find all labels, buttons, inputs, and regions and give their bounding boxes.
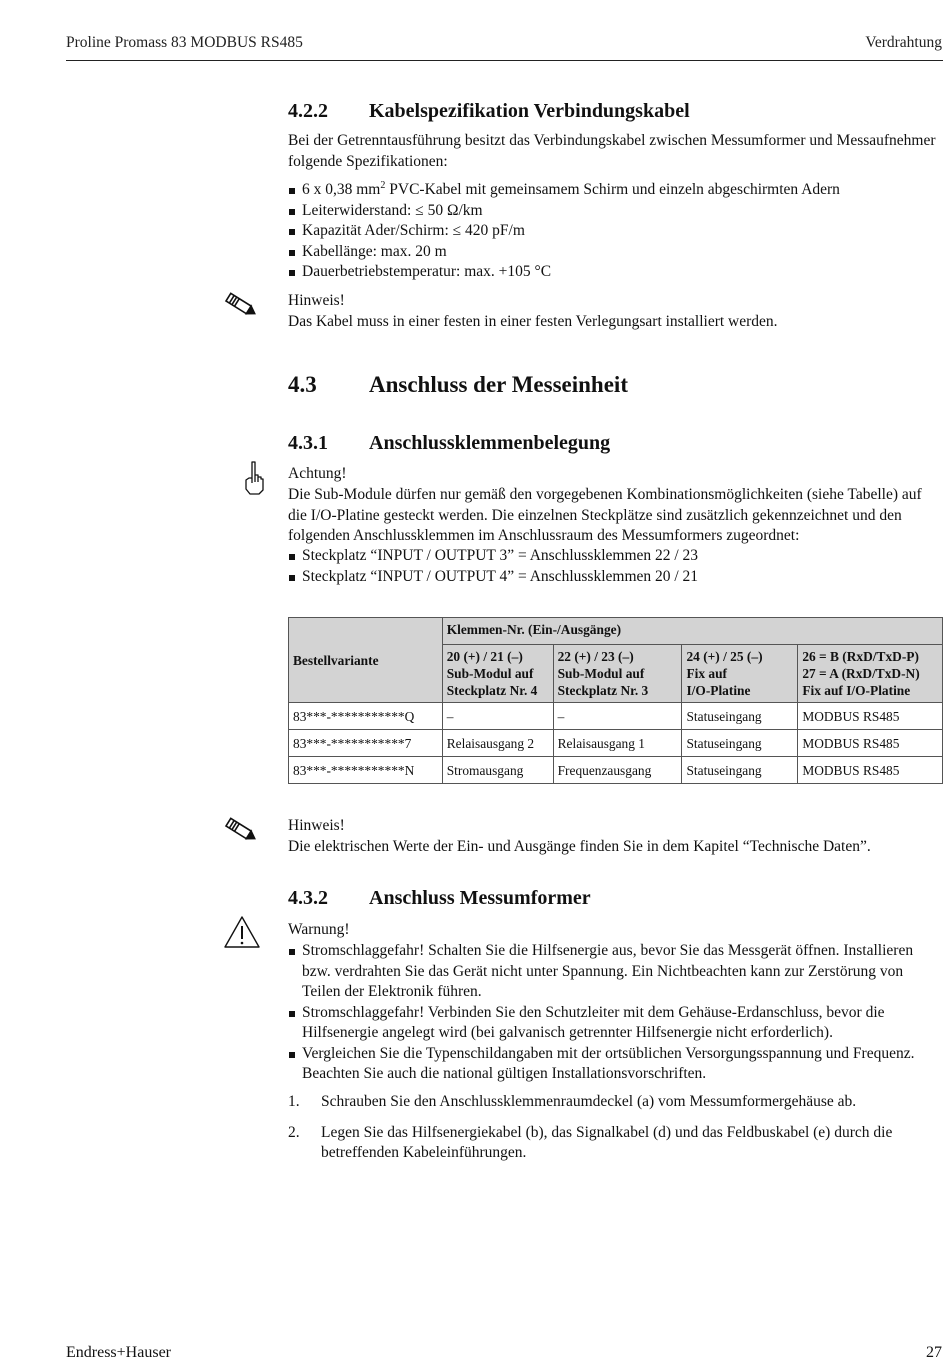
section-heading-4-3-2 [288, 885, 944, 911]
table-cell: Frequenzausgang [553, 757, 682, 784]
section-title: Kabelspezifikation Verbindungskabel [369, 100, 690, 122]
table-cell: Statuseingang [682, 730, 798, 757]
list-item: Kabellänge: max. 20 m [288, 242, 944, 263]
table-cell: MODBUS RS485 [798, 703, 943, 730]
section-heading-4-2-2 [288, 98, 944, 124]
pointing-hand-icon [243, 460, 265, 496]
intro-paragraph: Bei der Getrenntausführung besitzt das Verbindungskabel zwischen Messumformer und Messaufnehmer folgende Spezifikationen: [288, 132, 936, 170]
terminal-assignment-table [288, 617, 943, 784]
note-text: Das Kabel muss in einer festen in einer festen Verlegungsart installiert werden. [288, 313, 778, 330]
page-number: 27 [926, 1344, 942, 1361]
header-cell: 26 = B (RxD/TxD-P) 27 = A (RxD/TxD-N) Fix auf I/O-Platine [798, 645, 943, 703]
list-item: 6 x 0,38 $mm^2$ PVC-Kabel mit gemeinsamem Schirm und einzeln abgeschirmten Adern [288, 180, 944, 201]
section-heading-4-3 [288, 371, 944, 399]
table-header-row [289, 618, 943, 645]
list-item: 2. Legen Sie das Hilfsenergiekabel (b), das Signalkabel (d) und das Feldbuskabel (e) durch die betreffenden Kabeleinführungen. [288, 1123, 893, 1161]
cable-spec-list [288, 180, 944, 283]
table-cell: 83***-***********7 [289, 730, 443, 757]
table-cell: MODBUS RS485 [798, 730, 943, 757]
section-number: 4.3 [288, 372, 317, 397]
header-cell: 20 (+) / 21 (–) Sub-Modul auf Steckplatz Nr. 4 [442, 645, 553, 703]
list-item: Kapazität Ader/Schirm: ≤ 420 pF/m [288, 221, 944, 242]
footer-brand: Endress+Hauser [66, 1344, 171, 1361]
table-cell: – [442, 703, 553, 730]
caution-text: Die Sub-Module dürfen nur gemäß den vorgegebenen Kombinationsmöglichkeiten (siehe Tabelle) auf die I/O-Platine gesteckt werden. Die einzelnen Steckplätze sind zusätzlich gekennzeichnet und den folgenden Anschlussklemmen im Anschlussraum des Messumformers zugeordnet: [288, 486, 922, 544]
running-header-right: Verdrahtung [865, 34, 942, 51]
table-row [289, 730, 943, 757]
table-cell: 83***-***********N [289, 757, 443, 784]
section-number: 4.2.2 [288, 100, 328, 122]
header-cell: Bestellvariante [289, 618, 443, 703]
list-item: 1. Schrauben Sie den Anschlussklemmenraumdeckel (a) vom Messumformergehäuse ab. [288, 1093, 857, 1110]
list-item: Leiterwiderstand: ≤ 50 Ω/km [288, 201, 944, 222]
table-row [289, 703, 943, 730]
table-cell: MODBUS RS485 [798, 757, 943, 784]
table-cell: Relaisausgang 1 [553, 730, 682, 757]
running-header-left: Proline Promass 83 MODBUS RS485 [66, 34, 303, 51]
section-number: 4.3.2 [288, 887, 328, 909]
note-title: Hinweis! [288, 292, 345, 309]
warning-triangle-icon [223, 915, 261, 949]
note-title: Hinweis! [288, 817, 345, 834]
caution-title: Achtung! [288, 465, 347, 482]
list-item: Vergleichen Sie die Typenschildangaben mit der ortsüblichen Versorgungsspannung und Frequenz. Beachten Sie auch die national gültigen Installationsvorschriften. [288, 1044, 944, 1085]
header-cell: 24 (+) / 25 (–) Fix auf I/O-Platine [682, 645, 798, 703]
list-item: Stromschlaggefahr! Verbinden Sie den Schutzleiter mit dem Gehäuse-Erdanschluss, bevor die Hilfsenergie angelegt wird (bei galvanisch getrennter Hilfsenergie nicht erforderlich). [288, 1003, 944, 1044]
header-cell: Klemmen-Nr. (Ein-/Ausgänge) [442, 618, 942, 645]
list-item: Dauerbetriebstemperatur: max. +105 °C [288, 262, 944, 283]
section-title: Anschluss Messumformer [369, 887, 591, 909]
section-title: Anschlussklemmenbelegung [369, 432, 611, 454]
list-item: Steckplatz “INPUT / OUTPUT 4” = Anschlussklemmen 20 / 21 [288, 567, 944, 588]
table-cell: Stromausgang [442, 757, 553, 784]
section-heading-4-3-1 [288, 430, 944, 456]
warning-list [288, 941, 944, 1085]
table-cell: 83***-***********Q [289, 703, 443, 730]
section-number: 4.3.1 [288, 432, 328, 454]
table-cell: Relaisausgang 2 [442, 730, 553, 757]
table-cell: Statuseingang [682, 757, 798, 784]
table-cell: – [553, 703, 682, 730]
table-row [289, 757, 943, 784]
pencil-note-icon [219, 815, 261, 845]
note-text: Die elektrischen Werte der Ein- und Ausgänge finden Sie in dem Kapitel “Technische Daten”. [288, 838, 871, 855]
section-title: Anschluss der Messeinheit [369, 372, 628, 397]
procedure-steps [288, 1092, 944, 1174]
list-item: Steckplatz “INPUT / OUTPUT 3” = Anschlussklemmen 22 / 23 [288, 546, 944, 567]
pencil-note-icon [219, 290, 261, 320]
table-cell: Statuseingang [682, 703, 798, 730]
header-cell: 22 (+) / 23 (–) Sub-Modul auf Steckplatz Nr. 3 [553, 645, 682, 703]
header-rule [66, 60, 943, 61]
warning-title: Warnung! [288, 921, 350, 938]
list-item: Stromschlaggefahr! Schalten Sie die Hilfsenergie aus, bevor Sie das Messgerät öffnen. Installieren bzw. verdrahten Sie das Gerät nicht unter Spannung. Ein Nichtbeachten kann zur Zerstörung von Teilen der Elektronik führen. [288, 941, 944, 1003]
slot-list [288, 546, 944, 587]
